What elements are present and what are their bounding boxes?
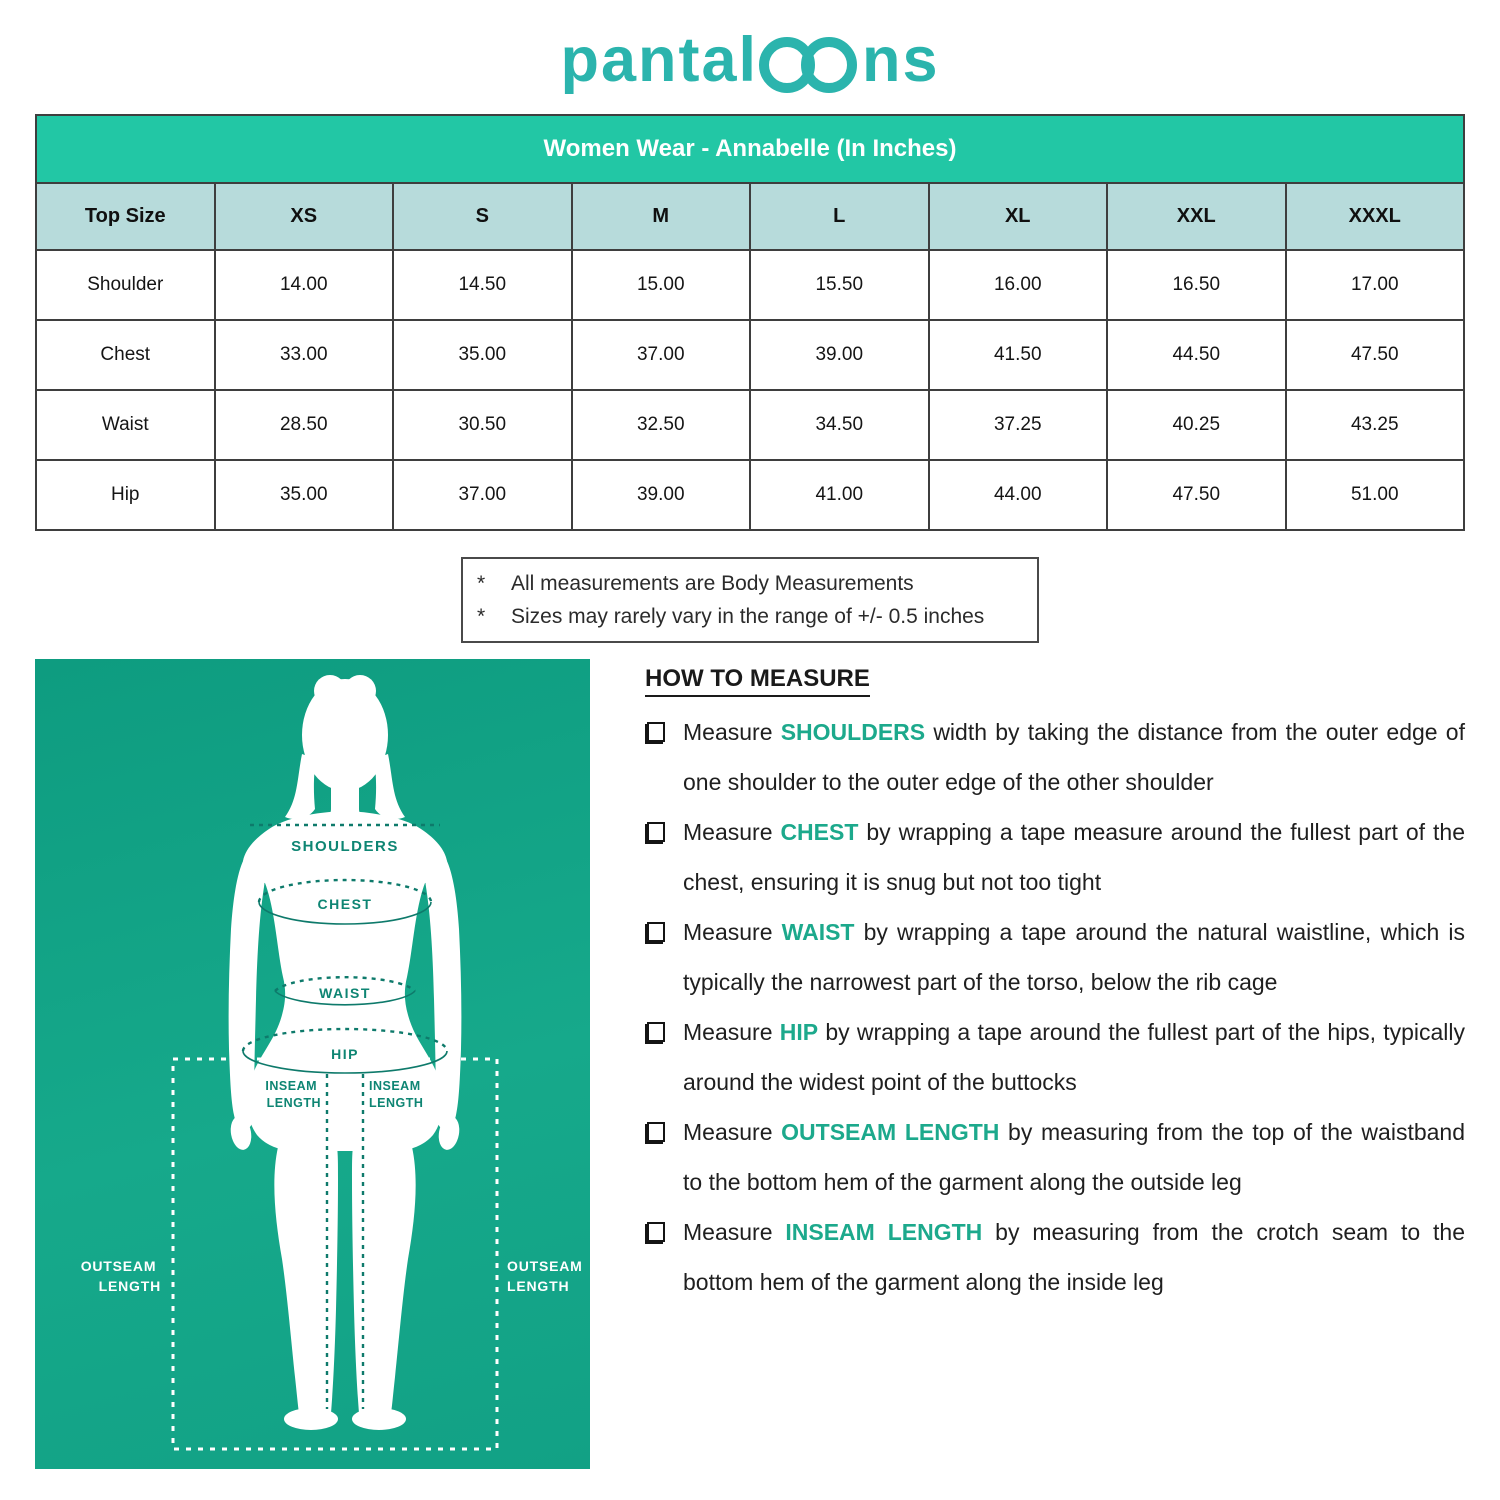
- checkbox-bullet-icon: [647, 822, 665, 842]
- how-to-measure-section: [645, 659, 1465, 1469]
- note-text: All measurements are Body Measurements: [511, 572, 914, 595]
- table-title: Women Wear - Annabelle (In Inches): [36, 115, 1464, 183]
- size-value: 44.50: [1107, 320, 1286, 390]
- checkbox-bullet-icon: [647, 1222, 665, 1242]
- row-label: Shoulder: [36, 250, 215, 320]
- interlocked-oo-icon: [756, 32, 864, 94]
- column-header-s: S: [393, 183, 572, 250]
- size-value: 37.00: [393, 460, 572, 530]
- size-value: 39.00: [750, 320, 929, 390]
- size-value: 39.00: [572, 460, 751, 530]
- checkbox-bullet-icon: [647, 1122, 665, 1142]
- inseam-length-label-left: INSEAM LENGTH: [265, 1079, 321, 1110]
- outseam-length-label-left: OUTSEAM LENGTH: [80, 1258, 161, 1294]
- instruction-text: Measure HIP by wrapping a tape around the fullest part of the hips, typically around the widest point of the buttocks: [683, 1019, 1466, 1095]
- column-header-xs: XS: [215, 183, 394, 250]
- chest-label: CHEST: [317, 896, 373, 912]
- measure-instruction-shoulders: [645, 707, 1465, 807]
- size-value: 16.00: [929, 250, 1108, 320]
- column-header-l: L: [750, 183, 929, 250]
- size-value: 34.50: [750, 390, 929, 460]
- pantaloons-logo: [560, 26, 939, 94]
- column-header-xxxl: XXXL: [1286, 183, 1465, 250]
- size-value: 35.00: [393, 320, 572, 390]
- size-value: 37.25: [929, 390, 1108, 460]
- logo-row: [35, 20, 1465, 100]
- table-title-row: [36, 115, 1464, 183]
- checkbox-bullet-icon: [647, 1022, 665, 1042]
- size-value: 37.00: [572, 320, 751, 390]
- size-value: 28.50: [215, 390, 394, 460]
- size-value: 47.50: [1107, 460, 1286, 530]
- size-value: 14.50: [393, 250, 572, 320]
- size-value: 40.25: [1107, 390, 1286, 460]
- table-row-waist: [36, 390, 1464, 460]
- measurement-notes: [461, 557, 1039, 643]
- size-value: 43.25: [1286, 390, 1465, 460]
- size-value: 30.50: [393, 390, 572, 460]
- outseam-length-label-right: OUTSEAM LENGTH: [507, 1258, 583, 1294]
- note-item: [477, 600, 1023, 633]
- size-value: 41.00: [750, 460, 929, 530]
- size-value: 32.50: [572, 390, 751, 460]
- instruction-text: Measure CHEST by wrapping a tape measure around the fullest part of the chest, ensuring it is snug but not too tight: [683, 819, 1465, 895]
- asterisk-bullet: *: [477, 605, 486, 628]
- size-value: 41.50: [929, 320, 1108, 390]
- body-measurement-diagram: [35, 659, 590, 1469]
- instruction-text: Measure OUTSEAM LENGTH by measuring from the top of the waistband to the bottom hem of the garment along the outside leg: [683, 1119, 1466, 1195]
- checkbox-bullet-icon: [647, 922, 665, 942]
- column-header-xxl: XXL: [1107, 183, 1286, 250]
- measure-instruction-hip: [645, 1007, 1465, 1107]
- logo-text-right: ns: [862, 24, 940, 95]
- size-value: 33.00: [215, 320, 394, 390]
- inseam-length-label-right: INSEAM LENGTH: [369, 1079, 424, 1110]
- note-item: [477, 567, 1023, 600]
- measure-instruction-chest: [645, 807, 1465, 907]
- column-header-row: [36, 183, 1464, 250]
- column-header-xl: XL: [929, 183, 1108, 250]
- hip-label: HIP: [331, 1046, 359, 1062]
- size-value: 14.00: [215, 250, 394, 320]
- measurement-keyword: WAIST: [781, 919, 855, 945]
- column-header-m: M: [572, 183, 751, 250]
- size-value: 17.00: [1286, 250, 1465, 320]
- table-row-shoulder: [36, 250, 1464, 320]
- measurement-keyword: INSEAM LENGTH: [785, 1219, 983, 1245]
- shoulders-label: SHOULDERS: [291, 838, 399, 855]
- table-row-chest: [36, 320, 1464, 390]
- size-table: [35, 114, 1465, 531]
- size-value: 51.00: [1286, 460, 1465, 530]
- measure-instruction-inseam: [645, 1207, 1465, 1307]
- checkbox-bullet-icon: [647, 722, 665, 742]
- measurement-keyword: HIP: [779, 1019, 819, 1045]
- measurement-keyword: SHOULDERS: [780, 719, 926, 745]
- asterisk-bullet: *: [477, 572, 486, 595]
- row-label: Hip: [36, 460, 215, 530]
- measurement-keyword: CHEST: [780, 819, 859, 845]
- size-value: 15.00: [572, 250, 751, 320]
- instruction-text: Measure INSEAM LENGTH by measuring from the crotch seam to the bottom hem of the garment along the inside leg: [683, 1219, 1466, 1295]
- row-label: Chest: [36, 320, 215, 390]
- note-text: Sizes may rarely vary in the range of +/- 0.5 inches: [511, 605, 985, 628]
- how-to-measure-heading: HOW TO MEASURE: [645, 665, 870, 697]
- table-row-hip: [36, 460, 1464, 530]
- measure-instruction-waist: [645, 907, 1465, 1007]
- measurement-keyword: OUTSEAM LENGTH: [781, 1119, 1000, 1145]
- bottom-section: [35, 659, 1465, 1469]
- size-value: 47.50: [1286, 320, 1465, 390]
- measure-instruction-outseam: [645, 1107, 1465, 1207]
- size-value: 16.50: [1107, 250, 1286, 320]
- size-value: 15.50: [750, 250, 929, 320]
- instruction-text: Measure SHOULDERS width by taking the distance from the outer edge of one shoulder to the outer edge of the other shoulder: [683, 719, 1465, 795]
- size-value: 44.00: [929, 460, 1108, 530]
- logo-text-left: pantal: [560, 24, 758, 95]
- column-header-top-size: Top Size: [36, 183, 215, 250]
- instruction-text: Measure WAIST by wrapping a tape around the natural waistline, which is typically the narrowest part of the torso, below the rib cage: [683, 919, 1466, 995]
- size-value: 35.00: [215, 460, 394, 530]
- waist-label: WAIST: [319, 985, 371, 1001]
- row-label: Waist: [36, 390, 215, 460]
